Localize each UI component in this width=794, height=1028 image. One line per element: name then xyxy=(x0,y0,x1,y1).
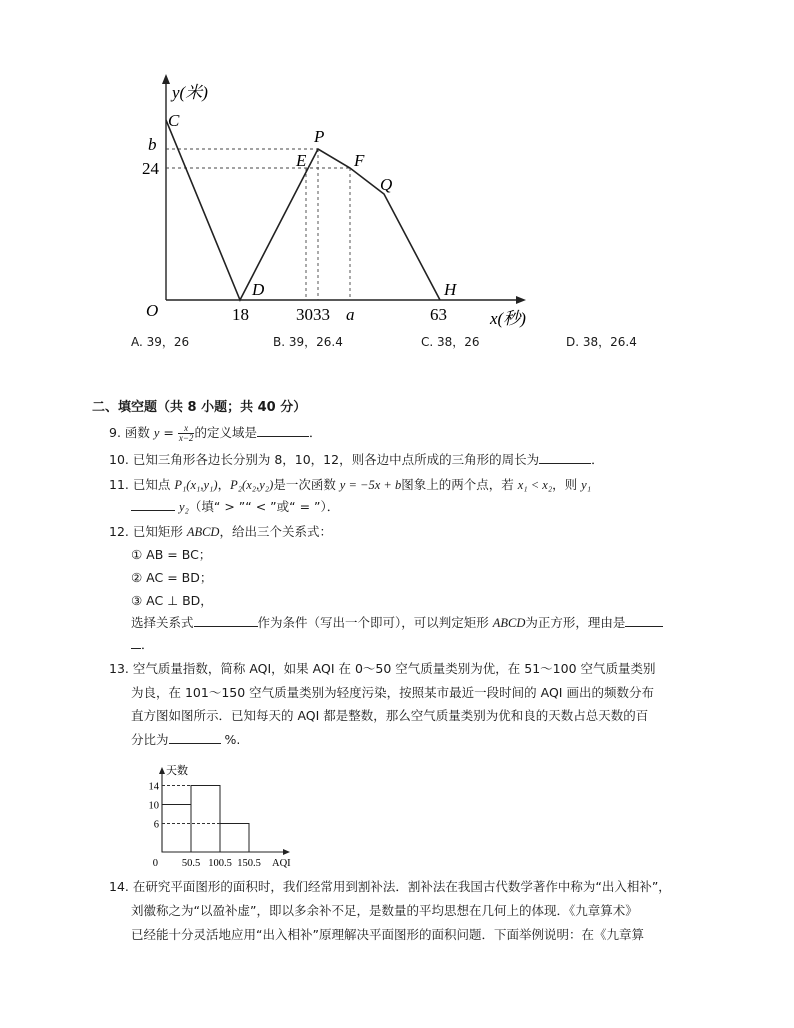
histogram-bar xyxy=(191,786,220,853)
origin-label: O xyxy=(146,301,159,320)
histogram-bar xyxy=(162,805,191,853)
relation-3: ③ AC ⊥ BD， xyxy=(131,593,213,608)
question-12-select: 选择关系式 作为条件（写出一个即可），可以判定矩形 ABCD为正方形，理由是 xyxy=(131,614,663,632)
chart-y-label: 天数 xyxy=(166,765,188,777)
x-tick-63: 63 xyxy=(430,305,447,324)
chart-x-tick-label: 150.5 xyxy=(237,858,261,869)
chart-y-tick-label: 6 xyxy=(153,819,159,831)
y-axis-label: y(米) xyxy=(172,83,208,102)
point-h-label: H xyxy=(444,280,457,299)
question-14-line2: 刘徽称之为“以盈补虚”，即以多余补不足，是数量的平均思想在几何上的体现．《九章算术》 xyxy=(131,903,638,918)
question-13-line3: 直方图如图所示．已知每天的 AQI 都是整数，那么空气质量类别为优和良的天数占总天数的百 xyxy=(131,708,649,723)
aqi-histogram xyxy=(140,760,320,872)
bars-group xyxy=(162,786,249,853)
question-12: 12. 已知矩形 ABCD，给出三个关系式： xyxy=(109,524,332,539)
answer-blank[interactable] xyxy=(194,614,258,627)
answer-blank[interactable] xyxy=(131,636,141,649)
option-a: A. 39，26 xyxy=(131,335,190,349)
question-13-line4: 分比为 %. xyxy=(131,732,241,747)
chart-x-label: AQI xyxy=(272,858,291,869)
x-tick-a: a xyxy=(346,305,355,324)
relation-2: ② AC = BD； xyxy=(131,570,213,585)
option-b: B. 39，26.4 xyxy=(273,335,343,349)
point-c-label: C xyxy=(168,111,180,130)
x-tick-3033: 3033 xyxy=(296,305,330,324)
point-f-label: F xyxy=(354,151,365,170)
x-tick-18: 18 xyxy=(232,305,249,324)
chart-x-tick-label: 0 xyxy=(152,858,158,869)
question-14-line3: 已经能十分灵活地应用“出入相补”原理解决平面图形的面积问题．下面举例说明：在《九章算 xyxy=(131,927,644,942)
question-13-line2: 为良，在 101～150 空气质量类别为轻度污染，按照某市最近一段时间的 AQI 画出的频数分布 xyxy=(131,685,654,700)
option-c: C. 38，26 xyxy=(421,335,480,349)
chart-y-tick-label: 14 xyxy=(148,781,159,793)
question-11-cont: y₂（填“ > ”“ < ”或“ = ”）． xyxy=(131,498,339,516)
histogram-bar xyxy=(220,824,249,853)
x-axis-label: x(秒) xyxy=(490,309,526,328)
question-9: 9. 函数 y = $\frac{x}{x-2}$ 的定义域是 ． xyxy=(109,423,322,443)
y-tick-24: 24 xyxy=(142,159,159,178)
question-11: 11. 已知点 P₁(x₁,y₁)，P₂(x₂,y₂)是一次函数 y = −5x + b图象上的两个点，若 x₁ < x₂，则 y₁ xyxy=(109,477,592,492)
answer-blank[interactable] xyxy=(625,614,663,627)
fraction: $\frac{x}{x-2}$ xyxy=(178,423,194,443)
answer-blank[interactable] xyxy=(131,498,175,511)
question-14-line1: 14. 在研究平面图形的面积时，我们经常用到割补法．割补法在我国古代数学著作中称为“出入相补”， xyxy=(109,879,671,894)
relation-1: ① AB = BC； xyxy=(131,547,212,562)
chart-x-arrow xyxy=(283,849,290,855)
chart-x-tick-label: 100.5 xyxy=(208,858,232,869)
chart-y-arrow xyxy=(159,767,165,774)
option-d: D. 38，26.4 xyxy=(566,335,637,349)
point-p-label: P xyxy=(314,127,325,146)
distance-time-graph xyxy=(120,70,540,332)
point-d-label: D xyxy=(252,280,265,299)
answer-blank[interactable] xyxy=(257,424,309,437)
answer-blank[interactable] xyxy=(169,731,221,744)
chart-y-ticks xyxy=(149,782,160,831)
chart-x-tick-label: 50.5 xyxy=(181,858,201,869)
chart-y-tick-label: 10 xyxy=(148,800,159,812)
chart-x-ticks xyxy=(153,858,261,869)
y-tick-b: b xyxy=(148,135,157,154)
question-10: 10. 已知三角形各边长分别为 8，10，12，则各边中点所成的三角形的周长为 ． xyxy=(109,452,604,467)
guide-lines xyxy=(166,149,350,300)
question-12-end: ． xyxy=(131,636,154,654)
answer-blank[interactable] xyxy=(539,451,591,464)
point-e-label: E xyxy=(296,151,307,170)
y-axis-arrow xyxy=(162,74,170,84)
question-13-line1: 13. 空气质量指数，简称 AQI，如果 AQI 在 0～50 空气质量类别为优，在 51～100 空气质量类别 xyxy=(109,661,656,676)
graph-polyline xyxy=(166,120,440,300)
section-title: 二、填空题（共 8 小题；共 40 分） xyxy=(92,400,307,415)
x-axis-arrow xyxy=(516,296,526,304)
point-q-label: Q xyxy=(380,175,393,194)
